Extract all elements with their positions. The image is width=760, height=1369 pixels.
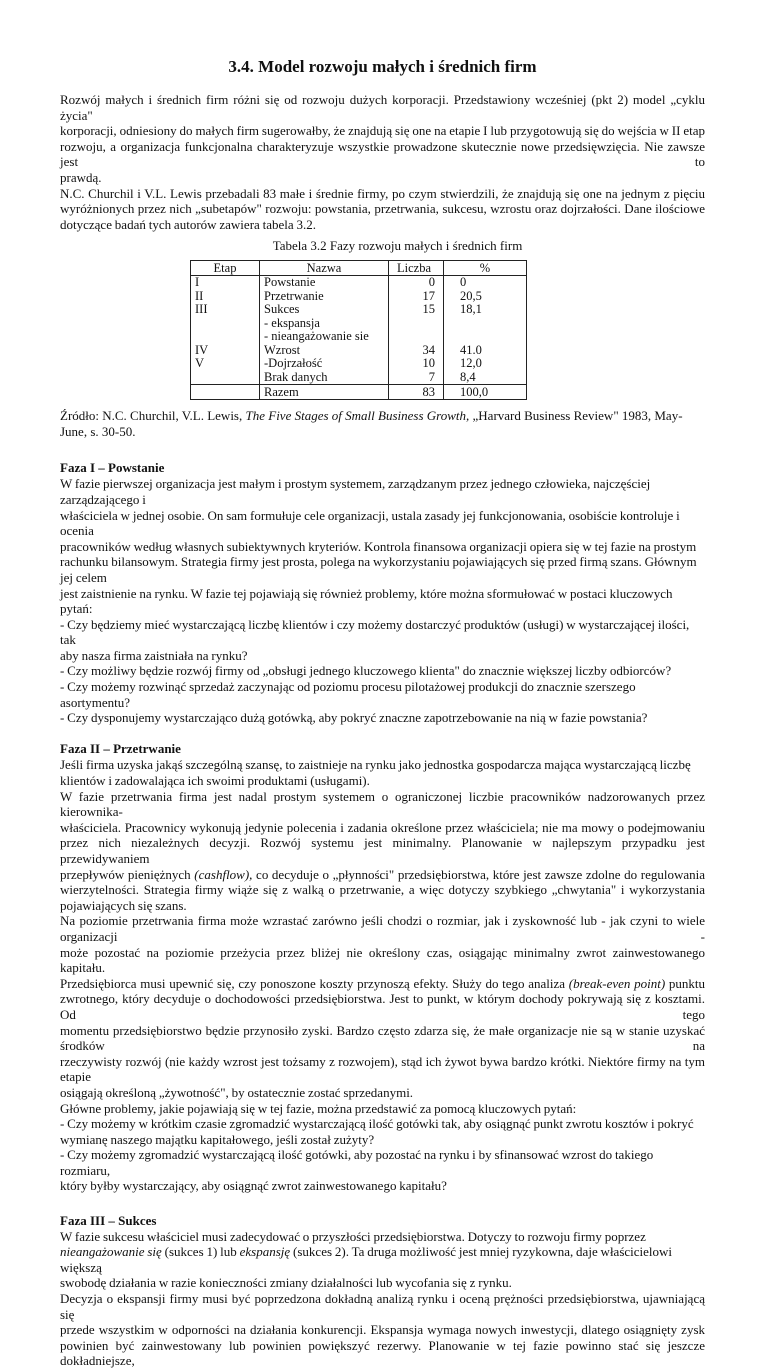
faza2-paragraph-4 [60,1101,705,1195]
text-line: dotyczące badań tych autorów zawiera tabela 3.2. [60,216,317,232]
faza2-paragraph-1 [60,757,705,788]
faza2-paragraph-2 [60,789,705,914]
text-line: przez nich niezależnych decyzji. Rozwój systemu jest minimalny. Planowanie w najlepszym przypadku jest przewidywaniem [60,835,705,866]
faza2-paragraph-3 [60,913,705,1100]
table-cell: 12,0 [460,356,482,371]
table-cell: 34 [422,342,435,357]
table-cell: Brak danych [264,369,328,384]
text-line: właściciela w jednej osobie. On sam formułuje cele organizacji, ustala zasady jej funkcjonowania, osobiście kontroluje i ocenia [60,507,680,539]
table-cell: V [195,356,205,371]
table-cell [393,317,435,331]
faza2-heading: Faza II – Przetrwanie [60,741,181,757]
text-line: - Czy możliwy będzie rozwój firmy od „obsługi jednego kluczowego klienta" do znacznie większej liczby odbiorców? [60,663,672,679]
header-procent: % [444,261,527,276]
text-line: prawdą. [60,169,102,185]
text-line: - Czy będziemy mieć wystarczającą liczbę klientów i czy możemy dostarczyć produktów (usługi) w wystarczającej ilości, tak [60,616,690,648]
text-segment: (sukces 2). Ta druga możliwość jest mniej ryzykowna, daje właścicielowi większą [60,1244,673,1275]
text-line: wymianę naszego majątku kapitałowego, jeśli został zużyty? [60,1131,375,1147]
text-line: może pozostać na poziomie przeżycia przez bliżej nie określony czas, osiągając minimalny zwrot zainwestowanego kapitału. [60,944,705,976]
text-line: powinien być zainwestowany lub powinien powiększyć rezerwy. Planowanie w tej fazie powinno stać się jeszcze dokładniejsze, [60,1337,705,1369]
total-liczba: 83 [389,385,444,400]
table-cell [393,330,435,344]
total-procent: 100,0 [444,385,527,400]
text-line: rozwoju, a organizacja funkcjonalna charakteryzuje wszystkie prowadzone skutecznie nowe przedsięwzięcia. Nie zawsze jest to [60,138,705,170]
faza1-paragraph [60,476,705,726]
document-page [60,0,705,1369]
table-cell: -Dojrzałość [264,356,323,371]
table-cell: 0 [460,275,467,290]
text-line: rachunku bilansowym. Strategia firmy jest prosta, polega na wykorzystaniu pojawiających się przed firmą szans. Głównym jej celem [60,554,697,585]
table-cell: Wzrost [264,342,301,357]
text-line: wierzytelności. Strategia firmy wiąże się z walką o przetrwanie, a więc dotyczy szybkiego „chwytania" i wykorzystania [60,882,705,898]
total-label: Razem [260,385,389,400]
source-prefix: Źródło: N.C. Churchil, V.L. Lewis, [60,408,246,424]
procent-column [444,276,527,385]
table-cell [195,330,255,344]
text-line: właściciela. Pracownicy wykonują jedynie polecenia i zadania określone przez właściciela; nie ma mowy o podejmowaniu [60,819,705,835]
table-cell: Przetrwanie [264,288,324,303]
table-cell: - nieangażowanie sie [264,329,369,344]
text-segment: przepływów pieniężnych [60,866,195,882]
italic-term: nieangażowanie się [60,1244,162,1260]
table-cell: I [195,275,200,290]
text-line: rzeczywisty rozwój (nie każdy wzrost jest tożsamy z rozwojem), stąd ich żywot bywa bardzo krótki. Niektóre firmy na tym etapie [60,1053,705,1085]
text-line: wyróżnionych przez nich „subetapów" rozwoju: powstania, przetrwania, sukcesu, wzrostu oraz dojrzałości. Dane ilościowe [60,201,705,217]
table-cell: II [195,288,204,303]
table-caption: Tabela 3.2 Fazy rozwoju małych i średnich firm [272,238,523,254]
text-segment: punktu [665,975,705,991]
text-line [60,1244,705,1275]
phases-table [190,260,527,400]
table-cell: IV [195,342,209,357]
text-line: Rozwój małych i średnich firm różni się od rozwoju dużych korporacji. Przedstawiony wcześniej (pkt 2) model „cyklu życia" [60,92,705,123]
italic-term: ekspansję [239,1244,291,1260]
section-title: 3.4. Model rozwoju małych i średnich firm [228,57,537,76]
text-line: zwrotnego, który decyduje o dochodowości przedsiębiorstwa. Jest to punkt, w którym dochody pokrywają się z kosztami. Od tego [60,991,705,1022]
table-cell: Sukces [264,302,300,317]
etap-column [191,276,260,385]
text-line: - Czy możemy zgromadzić wystarczającą ilość gotówki, aby pozostać na rynku i by sfinansować wzrost do takiego rozmiaru, [60,1147,654,1178]
text-line: W fazie pierwszej organizacja jest małym i prostym systemem, zarządzanym przez jednego człowieka, najczęściej zarządzającego i [60,476,651,507]
table-cell: III [195,302,208,317]
text-line: Na poziomie przetrwania firma może wzrastać zarówno jeśli chodzi o rozmiar, jak i zyskowność lub - jak czyni to wiele organizacji - [60,913,705,944]
text-line: Decyzja o ekspansji firmy musi być poprzedzona dokładną analizą rynku i oceną prężności przedsiębiorstwa, ujawniającą się [60,1291,705,1322]
table-cell: 7 [428,369,435,384]
table-cell [195,371,255,385]
italic-term: (break-even point) [568,975,666,991]
italic-term: (cashflow), [194,866,253,882]
text-line: pracowników według własnych subiektywnych kryteriów. Kontrola finansowa organizacji opiera się w tej fazie na prostym [60,538,697,554]
text-segment: co decyduje o „płynności" przedsiębiorstwa, które jest zawsze zdolne do regulowania [252,866,706,882]
faza3-heading: Faza III – Sukces [60,1212,157,1228]
header-etap: Etap [191,261,260,276]
table-cell: 15 [422,302,435,317]
nazwa-column [260,276,389,385]
text-line: który byłby wystarczający, aby osiągnąć zwrot zainwestowanego kapitału? [60,1178,447,1194]
table-total-row [191,385,527,400]
text-line: Główne problemy, jakie pojawiają się w tej fazie, można przedstawić za pomocą kluczowych pytań: [60,1100,577,1116]
source-suffix: „Harvard Business Review" 1983, May-June, s. 30-50. [60,408,683,440]
table-source [60,408,705,440]
table-cell [460,317,522,331]
faza1-heading: Faza I – Powstanie [60,460,165,476]
table-cell [460,330,522,344]
faza3-paragraph-2 [60,1291,705,1369]
table-cell: 17 [422,288,435,303]
text-line: Jeśli firma uzyska jakąś szczególną szansę, to zaistnieje na rynku jako jednostka gospodarcza mająca wystarczającą liczbę [60,757,691,773]
header-nazwa: Nazwa [260,261,389,276]
text-line: pojawiających się szans. [60,897,187,913]
source-title: The Five Stages of Small Business Growth, [245,408,470,424]
text-line [60,867,705,883]
table-cell: Powstanie [264,275,316,290]
table-body-row [191,276,527,385]
text-line: W fazie przetrwania firma jest nadal prostym systemem o ograniczonej liczbie pracowników nadzorowanych przez kierownika- [60,788,705,820]
faza3-paragraph-1 [60,1229,705,1291]
table-cell: 18,1 [460,302,482,317]
table-cell: 20,5 [460,288,482,303]
table-cell: 8,4 [460,369,476,384]
text-line: W fazie sukcesu właściciel musi zadecydować o przyszłości przedsiębiorstwa. Dotyczy to rozwoju firmy poprzez [60,1228,646,1244]
text-line: momentu przedsiębiorstwo będzie przynosiło zyski. Bardzo często zdarza się, że małe organizacje nie są w stanie uzyskać środków na [60,1022,705,1054]
text-line: N.C. Churchil i V.L. Lewis przebadali 83 małe i średnie firmy, po czym stwierdzili, że znajdują się one na jednym z pięciu [60,185,705,201]
text-line: - Czy dysponujemy wystarczająco dużą gotówką, aby pokryć znaczne zapotrzebowanie na nią w fazie powstania? [60,710,648,726]
text-line: osiągają określoną „żywotność", by ostatecznie zostać sprzedanymi. [60,1084,414,1100]
text-line: - Czy możemy rozwinąć sprzedaż zaczynając od poziomu procesu pilotażowej produkcji do znacznie szerszego asortymentu? [60,679,636,710]
table-header-row [191,261,527,276]
text-line: przede wszystkim w odporności na działania konkurencji. Ekspansja wymaga nowych inwestycji, dlatego osiągnięty zysk [60,1322,705,1338]
header-liczba: Liczba [389,261,444,276]
intro-paragraph-1 [60,92,705,186]
text-line: klientów i zadowalająca ich swoimi produktami (usługami). [60,773,370,789]
table-cell: 10 [422,356,435,371]
text-line: aby nasza firma zaistniała na rynku? [60,647,248,663]
text-line: swobodę działania w razie konieczności zmiany działalności lub wycofania się z rynku. [60,1275,512,1291]
text-segment: (sukces 1) lub [161,1244,240,1260]
text-line [60,976,705,992]
table-cell [195,317,255,331]
table-cell: - ekspansja [264,315,320,330]
liczba-column [389,276,444,385]
text-segment: Przedsiębiorca musi upewnić się, czy ponoszone koszty przynoszą efekty. Służy do tego analiza [60,975,569,991]
table-cell: 0 [428,275,435,290]
text-line: korporacji, odniesiony do małych firm sugerowałby, że znajdują się one na etapie I lub przygotowują się do wejścia w II etap [60,123,705,139]
text-line: - Czy możemy w krótkim czasie zgromadzić wystarczającą ilość gotówki tak, aby osiągnąć punkt zwrotu kosztów i pokryć [60,1116,694,1132]
table-cell: 41.0 [460,342,482,357]
intro-paragraph-2 [60,186,705,233]
text-line: jest zaistnienie na rynku. W fazie tej pojawiają się również problemy, które można sformułować w postaci kluczowych pytań: [60,585,673,617]
